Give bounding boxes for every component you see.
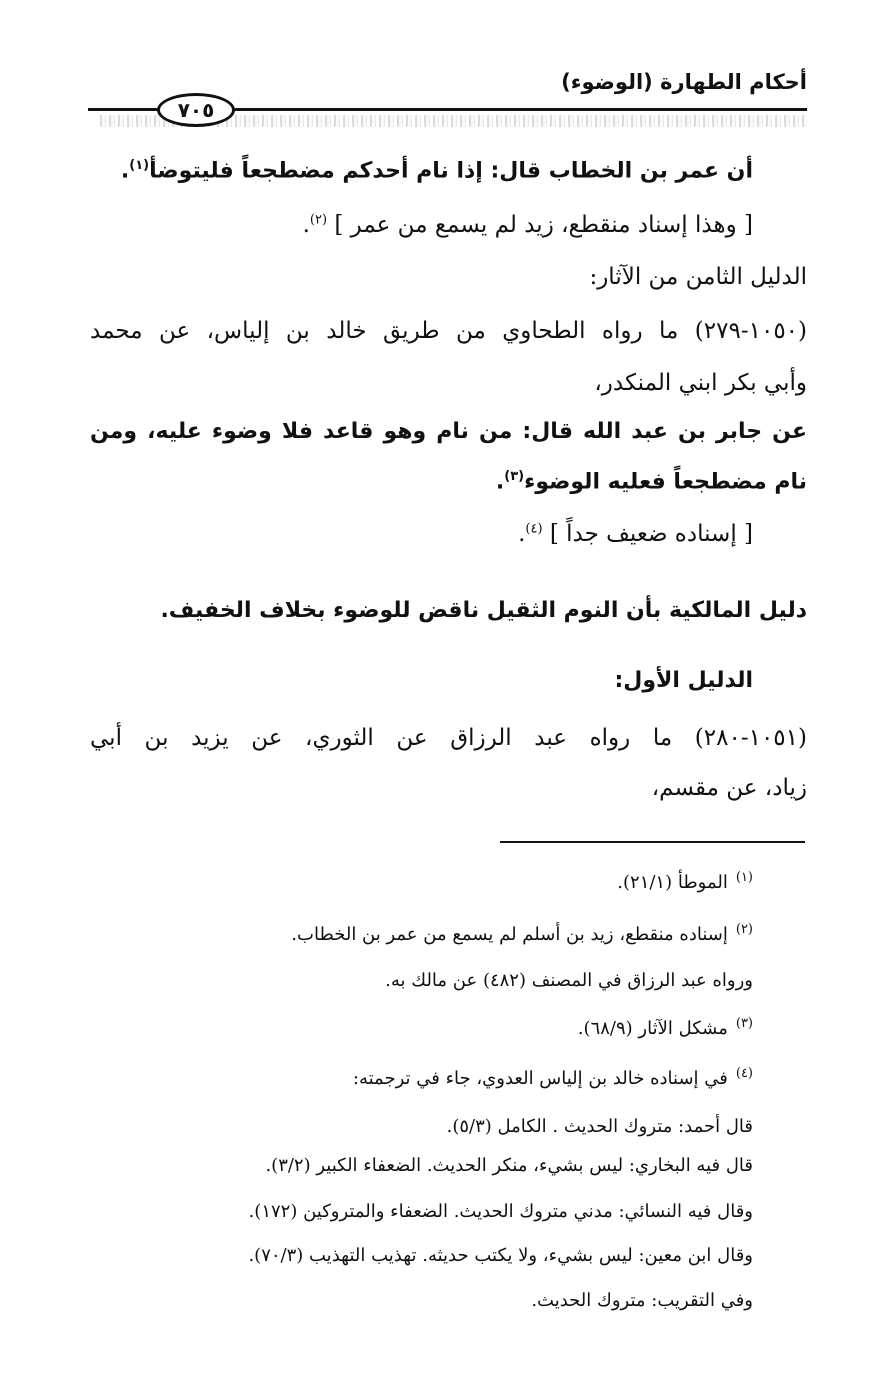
page-number: ٧٠٥ <box>177 98 215 122</box>
text-line-4: (١٠٥٠-٢٧٩) ما رواه الطحاوي من طريق خالد بن إلياس، عن محمد <box>90 318 808 344</box>
footnote-2-line-2: ورواه عبد الرزاق في المصنف (٤٨٢) عن مالك به. <box>385 970 753 991</box>
footnote-separator <box>500 841 805 843</box>
text-line-3: الدليل الثامن من الآثار: <box>589 264 807 290</box>
footnote-ref: (٣) <box>504 469 525 484</box>
footnote-4-line-6: وفي التقريب: متروك الحديث. <box>531 1290 753 1311</box>
footnote-3: $^{(٣)}$مشكل الآثار (٦٨/٩). <box>577 1016 753 1039</box>
footnote-ref: (٤) <box>525 521 543 537</box>
footnote-4-line-4: وقال فيه النسائي: مدني متروك الحديث. الضعفاء والمتروكين (١٧٢). <box>248 1201 753 1222</box>
text-line-7: نام مضطجعاً فعليه الوضوء$^{(٣)}$. <box>495 469 807 495</box>
section-heading: دليل المالكية بأن النوم الثقيل ناقض للوضوء بخلاف الخفيف. <box>160 598 807 623</box>
text-line-10: زياد، عن مقسم، <box>651 775 807 801</box>
text-line-1: أن عمر بن الخطاب قال: إذا نام أحدكم مضطجعاً فليتوضأ$^{(١)}$. <box>120 158 753 184</box>
footnote-2: $^{(٢)}$إسناده منقطع، زيد بن أسلم لم يسمع من عمر بن الخطاب. <box>291 922 753 945</box>
header-rule <box>232 108 807 111</box>
text-line-2: [ وهذا إسناد منقطع، زيد لم يسمع من عمر ] $^{(٢)}$. <box>302 212 753 238</box>
header-rule-left <box>88 108 162 111</box>
footnote-4-line-2: قال أحمد: متروك الحديث . الكامل (٥/٣). <box>446 1116 753 1137</box>
text-line-8: [ إسناده ضعيف جداً ] $^{(٤)}$. <box>518 521 753 547</box>
text-line-9: (١٠٥١-٢٨٠) ما رواه عبد الرزاق عن الثوري، عن يزيد بن أبي <box>90 725 807 751</box>
page-number-badge <box>157 93 235 127</box>
text-line-6: عن جابر بن عبد الله قال: من نام وهو قاعد فلا وضوء عليه، ومن <box>90 419 807 444</box>
footnote-1: $^{(١)}$الموطأ (٢١/١). <box>617 870 753 893</box>
footnote-4-line-5: وقال ابن معين: ليس بشيء، ولا يكتب حديثه. تهذيب التهذيب (٧٠/٣). <box>248 1245 753 1266</box>
footnote-4-line-3: قال فيه البخاري: ليس بشيء، منكر الحديث. الضعفاء الكبير (٣/٢). <box>265 1155 753 1176</box>
text-line-5: وأبي بكر ابني المنكدر، <box>594 370 807 396</box>
footnote-4: $^{(٤)}$في إسناده خالد بن إلياس العدوي، جاء في ترجمته: <box>352 1066 753 1089</box>
footnote-ref: (٢) <box>309 212 328 228</box>
subsection-heading: الدليل الأول: <box>614 668 753 693</box>
footnote-ref: (١) <box>129 158 150 173</box>
running-title: أحكام الطهارة (الوضوء) <box>561 70 807 94</box>
